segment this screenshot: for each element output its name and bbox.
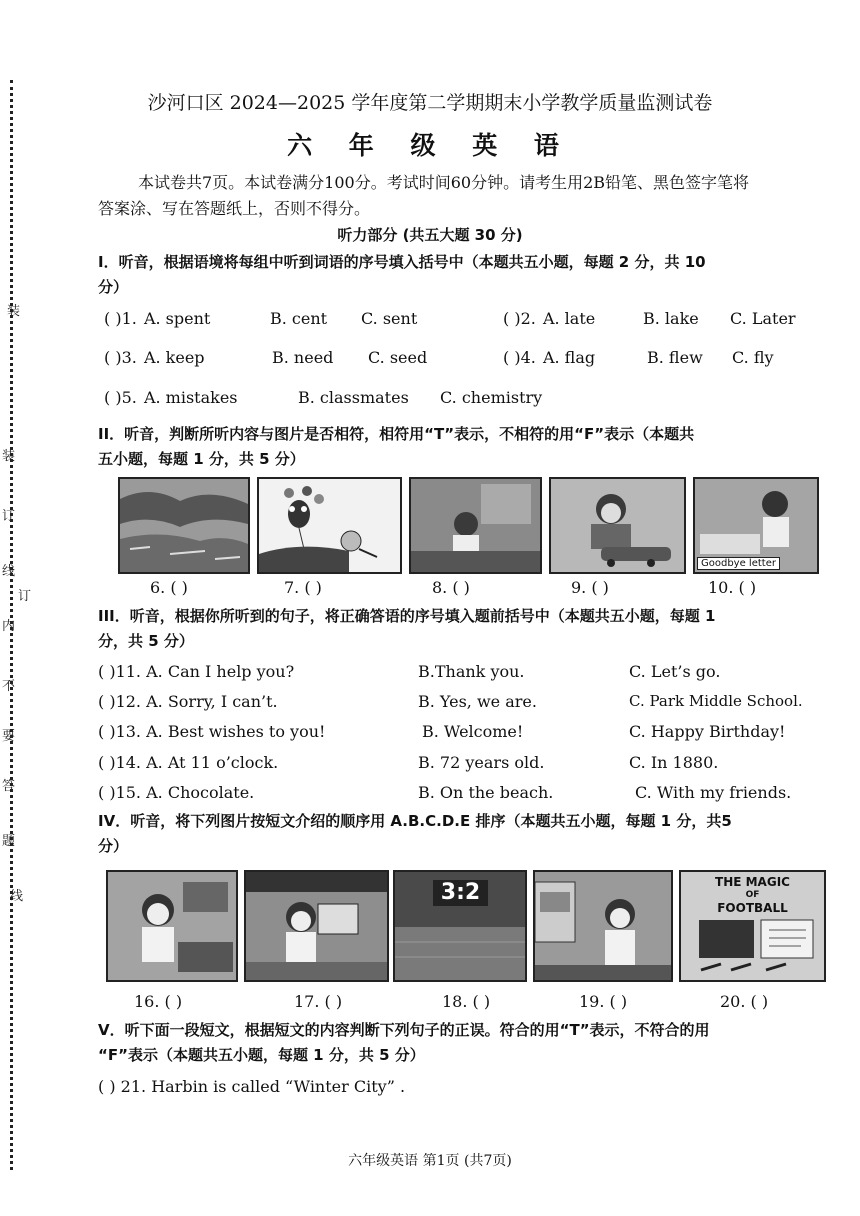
- section-3-heading: III．听音，根据你所听到的句子，将正确答语的序号填入题前括号中（本题共五小题，每题 1: [98, 607, 716, 625]
- option-b: B. Yes, we are.: [418, 692, 537, 711]
- question-number[interactable]: ( )4.: [503, 348, 536, 367]
- section-1-heading-cont: 分）: [98, 278, 129, 296]
- option-c: C. In 1880.: [629, 753, 719, 772]
- boy-subway-icon: [535, 872, 671, 980]
- question-3: [104, 348, 205, 367]
- answer-blank-9[interactable]: 9. ( ): [571, 578, 609, 597]
- question-number[interactable]: ( )12.: [98, 692, 142, 711]
- binding-char: 订: [2, 509, 16, 524]
- answer-blank-6[interactable]: 6. ( ): [150, 578, 188, 597]
- option-b: B. Welcome!: [422, 722, 524, 741]
- binding-char: 装: [2, 449, 16, 464]
- girl-writing-icon: [695, 479, 817, 556]
- question-15: [98, 783, 254, 802]
- picture-football-book: [679, 870, 826, 982]
- question-2: [503, 309, 595, 328]
- answer-blank-18[interactable]: 18. ( ): [442, 992, 491, 1011]
- option-b: B. need: [272, 348, 334, 367]
- picture-label: Goodbye letter: [697, 557, 780, 570]
- section-5-heading: V．听下面一段短文，根据短文的内容判断下列句子的正误。符合的用“T”表示，不符合的用: [98, 1021, 710, 1039]
- boy-sign-icon: [246, 872, 387, 980]
- option-a: A. flag: [542, 348, 596, 367]
- picture-boy-reading: [409, 477, 542, 574]
- boy-desk-icon: [411, 479, 540, 572]
- question-4: [503, 348, 595, 367]
- option-c: C. sent: [361, 309, 418, 328]
- score-display: 3:2: [433, 880, 488, 906]
- picture-boy-restaurant: [106, 870, 238, 982]
- picture-boy-toy-train: [549, 477, 686, 574]
- section-5-heading-cont: “F”表示（本题共五小题，每题 1 分，共 5 分）: [98, 1046, 425, 1064]
- picture-boy-gate: [244, 870, 389, 982]
- option-c: C. chemistry: [440, 388, 543, 407]
- exam-title: 沙河口区 2024—2025 学年度第二学期期末小学教学质量监测试卷: [147, 92, 713, 114]
- option-c: C. fly: [732, 348, 774, 367]
- binding-char: 题: [2, 834, 16, 849]
- question-number[interactable]: ( )15.: [98, 783, 142, 802]
- option-c: C. Later: [730, 309, 796, 328]
- option-b: B. flew: [647, 348, 703, 367]
- option-a: A. At 11 o’clock.: [146, 753, 279, 772]
- exam-subtitle: 六 年 级 英 语: [287, 131, 573, 160]
- picture-scoreboard: [393, 870, 527, 982]
- balloons-icon: [259, 479, 400, 572]
- option-a: A. Can I help you?: [146, 662, 295, 681]
- storm-clouds-icon: [120, 479, 248, 572]
- section-4-heading: IV．听音，将下列图片按短文介绍的顺序用 A.B.C.D.E 排序（本题共五小题，每题 1 分，共5: [98, 812, 732, 830]
- page-footer: 六年级英语 第1页 (共7页): [348, 1153, 512, 1169]
- question-number[interactable]: ( )11.: [98, 662, 142, 681]
- toy-train-icon: [551, 479, 684, 572]
- answer-blank-7[interactable]: 7. ( ): [284, 578, 322, 597]
- question-number[interactable]: ( )3.: [104, 348, 137, 367]
- book-title-line-2: OF: [745, 890, 760, 900]
- answer-blank-19[interactable]: 19. ( ): [579, 992, 628, 1011]
- answer-blank-17[interactable]: 17. ( ): [294, 992, 343, 1011]
- book-title-line-1: THE MAGIC: [715, 875, 790, 889]
- question-number[interactable]: ( )2.: [503, 309, 536, 328]
- section-2-heading-cont: 五小题，每题 1 分，共 5 分）: [98, 450, 305, 468]
- option-c: C. Happy Birthday!: [629, 722, 786, 741]
- answer-blank-8[interactable]: 8. ( ): [432, 578, 470, 597]
- section-1-heading: I．听音，根据语境将每组中听到词语的序号填入括号中（本题共五小题，每题 2 分，共 10: [98, 253, 706, 271]
- section-4-heading-cont: 分）: [98, 837, 129, 855]
- binding-char: 要: [2, 729, 16, 744]
- picture-goodbye-letter: [693, 477, 819, 574]
- binding-char: 线: [10, 889, 24, 904]
- intro-line-1: 本试卷共7页。本试卷满分100分。考试时间60分钟。请考生用2B铅笔、黑色签字笔将: [138, 173, 750, 192]
- intro-line-2: 答案涂、写在答题纸上，否则不得分。: [98, 199, 371, 218]
- option-b: B. lake: [643, 309, 699, 328]
- answer-blank-20[interactable]: 20. ( ): [720, 992, 769, 1011]
- option-a: A. mistakes: [143, 388, 238, 407]
- binding-char: 订: [18, 589, 32, 604]
- question-number[interactable]: ( )13.: [98, 722, 142, 741]
- option-a: A. Chocolate.: [146, 783, 255, 802]
- picture-boy-train: [533, 870, 673, 982]
- question-number[interactable]: ( )5.: [104, 388, 137, 407]
- option-a: A. Sorry, I can’t.: [146, 692, 278, 711]
- book-title-line-3: FOOTBALL: [717, 901, 788, 915]
- question-1: [104, 309, 210, 328]
- binding-char: 答: [2, 779, 16, 794]
- listening-heading: 听力部分 (共五大题 30 分): [337, 226, 523, 244]
- answer-blank-16[interactable]: 16. ( ): [134, 992, 183, 1011]
- binding-char: 内: [2, 619, 16, 634]
- boy-counter-icon: [108, 872, 236, 980]
- picture-balloons-kite: [257, 477, 402, 574]
- question-5: [104, 388, 238, 407]
- football-icon: [681, 872, 824, 980]
- picture-weather-storm: [118, 477, 250, 574]
- question-11: [98, 662, 294, 681]
- option-c: C. With my friends.: [635, 783, 792, 802]
- option-b: B. classmates: [298, 388, 409, 407]
- question-number[interactable]: ( )14.: [98, 753, 142, 772]
- question-12: [98, 692, 278, 711]
- answer-blank-10[interactable]: 10. ( ): [708, 578, 757, 597]
- option-a: A. spent: [143, 309, 211, 328]
- option-c: C. Park Middle School.: [629, 692, 803, 710]
- binding-char: 不: [2, 679, 16, 694]
- question-number[interactable]: ( )1.: [104, 309, 137, 328]
- option-b: B.Thank you.: [418, 662, 525, 681]
- question-14: [98, 753, 278, 772]
- option-c: C. Let’s go.: [629, 662, 721, 681]
- section-2-heading: II．听音，判断所听内容与图片是否相符，相符用“T”表示，不相符的用“F”表示（本题共: [98, 425, 695, 443]
- binding-char: 装: [7, 304, 21, 319]
- option-b: B. On the beach.: [418, 783, 554, 802]
- section-3-heading-cont: 分，共 5 分）: [98, 632, 194, 650]
- option-b: B. cent: [270, 309, 328, 328]
- question-21[interactable]: ( ) 21. Harbin is called “Winter City” .: [98, 1077, 406, 1096]
- option-a: A. late: [542, 309, 596, 328]
- option-a: A. keep: [143, 348, 205, 367]
- option-a: A. Best wishes to you!: [146, 722, 326, 741]
- option-c: C. seed: [368, 348, 428, 367]
- binding-char: 线: [2, 564, 16, 579]
- option-b: B. 72 years old.: [418, 753, 545, 772]
- question-13: [98, 722, 325, 741]
